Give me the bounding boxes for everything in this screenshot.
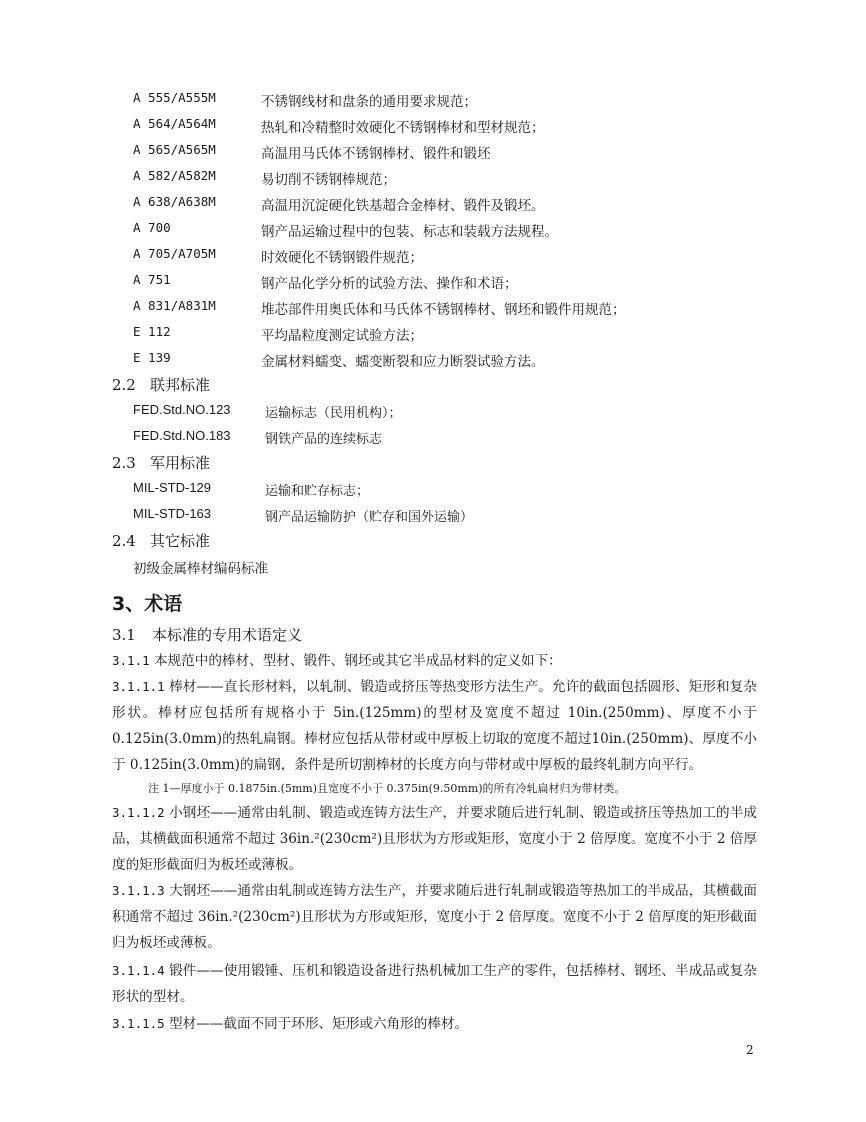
clause-text: 大钢坯——通常由轧制或连铸方法生产，并要求随后进行轧制或锻造等热加工的半成品，其横截面积通常不超过 36in.²(230cm²)且形状为方形或矩形，宽度小于 2 倍厚度。宽度不小于 2 倍厚度的矩形截面归为板坯或薄板。 xyxy=(112,883,757,951)
clause-number: 3.1.1.3 xyxy=(112,883,165,898)
standard-desc: 热轧和冷精整时效硬化不锈钢棒材和型材规范； xyxy=(261,120,545,136)
section-heading-3-1 xyxy=(112,624,302,645)
note-1: 注 1—厚度小于 0.1875in.(5mm)且宽度不小于 0.375in(9.50mm)的所有冷轧扁材归为带材类。 xyxy=(148,782,626,795)
standard-code: A 705/A705M xyxy=(133,246,216,261)
standard-code: A 831/A831M xyxy=(133,298,216,313)
paragraph-3-1-1-1 xyxy=(112,674,757,778)
standard-code: MIL-STD-163 xyxy=(133,506,212,521)
standard-desc: 钢铁产品的连续标志 xyxy=(265,432,383,447)
standard-desc: 平均晶粒度测定试验方法； xyxy=(261,328,423,344)
section-number: 2.4 xyxy=(112,532,136,550)
standard-code: FED.Std.NO.183 xyxy=(133,428,231,443)
standard-code: A 638/A638M xyxy=(133,194,216,209)
standard-desc: 钢产品运输防护（贮存和国外运输） xyxy=(265,510,474,525)
standard-code: A 555/A555M xyxy=(133,90,216,105)
clause-text: 锻件——使用锻锤、压机和锻造设备进行热机械加工生产的零件，包括棒材、钢坯、半成品或复杂形状的型材。 xyxy=(112,963,757,1005)
section-3-title: 3、术语 xyxy=(112,593,183,615)
clause-text: 型材——截面不同于环形、矩形或六角形的棒材。 xyxy=(169,1016,469,1032)
standard-code: A 751 xyxy=(133,272,171,287)
section-heading-2-3 xyxy=(112,452,210,473)
section-title: 军用标准 xyxy=(150,454,211,472)
paragraph-3-1-1-3 xyxy=(112,878,757,956)
section-title: 其它标准 xyxy=(150,532,211,550)
standard-desc: 时效硬化不锈钢锻件规范； xyxy=(261,250,423,266)
paragraph-3-1-1-5 xyxy=(112,1011,757,1037)
clause-text: 本规范中的棒材、型材、锻件、钢坯或其它半成品材料的定义如下： xyxy=(153,653,562,669)
section-number: 2.2 xyxy=(112,376,136,394)
standard-desc: 高温用马氏体不锈钢棒材、锻件和锻坯 xyxy=(261,146,491,162)
clause-text: 棒材——直长形材料，以轧制、锻造或挤压等热变形方法生产。允许的截面包括圆形、矩形和复杂形状。棒材应包括所有规格小于 5in.(125mm)的型材及宽度不超过 10in.(250mm)、厚度不小于 0.125in(3.0mm)的热轧扁钢。棒材应包括从带材或中厚板上切取的宽度不超过10in.(250mm)、厚度不小于 0.125in(3.0mm)的扁钢，条件是所切割棒材的长度方向与带材或中厚板的最终轧制方向平行。 xyxy=(112,679,757,773)
standard-desc: 高温用沉淀硬化铁基超合金棒材、锻件及锻坯。 xyxy=(261,198,545,214)
standard-code: A 582/A582M xyxy=(133,168,216,183)
section-number: 2.3 xyxy=(112,454,136,472)
paragraph-3-1-1-2 xyxy=(112,800,757,878)
clause-number: 3.1.1 xyxy=(112,653,150,668)
section-number: 3.1 xyxy=(112,626,136,644)
other-standard-line: 初级金属棒材编码标准 xyxy=(133,561,268,577)
standard-desc: 运输标志（民用机构）； xyxy=(265,406,402,421)
standard-desc: 钢产品化学分析的试验方法、操作和术语； xyxy=(261,276,518,292)
standard-code: E 112 xyxy=(133,324,171,339)
standard-code: FED.Std.NO.123 xyxy=(133,402,231,417)
standard-desc: 运输和贮存标志； xyxy=(265,484,370,499)
clause-number: 3.1.1.4 xyxy=(112,963,165,978)
standard-code: E 139 xyxy=(133,350,171,365)
page-number: 2 xyxy=(746,1043,754,1057)
standard-code: MIL-STD-129 xyxy=(133,480,212,495)
standard-desc: 堆芯部件用奥氏体和马氏体不锈钢棒材、钢坯和锻件用规范； xyxy=(261,302,626,318)
standard-code: A 565/A565M xyxy=(133,142,216,157)
standard-code: A 700 xyxy=(133,220,171,235)
clause-number: 3.1.1.1 xyxy=(112,679,165,694)
standard-desc: 易切削不锈钢棒规范； xyxy=(261,172,396,188)
section-title: 本标准的专用术语定义 xyxy=(152,626,303,644)
standard-desc: 钢产品运输过程中的包装、标志和装载方法规程。 xyxy=(261,224,558,240)
clause-number: 3.1.1.5 xyxy=(112,1016,165,1031)
section-heading-2-4 xyxy=(112,530,210,551)
paragraph-3-1-1-4 xyxy=(112,958,757,1010)
clause-number: 3.1.1.2 xyxy=(112,805,165,820)
clause-text: 小钢坯——通常由轧制、锻造或连铸方法生产，并要求随后进行轧制、锻造或挤压等热加工的半成品，其横截面积通常不超过 36in.²(230cm²)且形状为方形或矩形，宽度小于 2 倍厚度。宽度不小于 2 倍厚度的矩形截面归为板坯或薄板。 xyxy=(112,805,757,873)
section-title: 联邦标准 xyxy=(150,376,211,394)
standard-code: A 564/A564M xyxy=(133,116,216,131)
standard-desc: 金属材料蠕变、蠕变断裂和应力断裂试验方法。 xyxy=(261,354,545,370)
standard-desc: 不锈钢线材和盘条的通用要求规范； xyxy=(261,94,477,110)
paragraph-3-1-1 xyxy=(112,648,757,674)
section-heading-2-2 xyxy=(112,374,210,395)
